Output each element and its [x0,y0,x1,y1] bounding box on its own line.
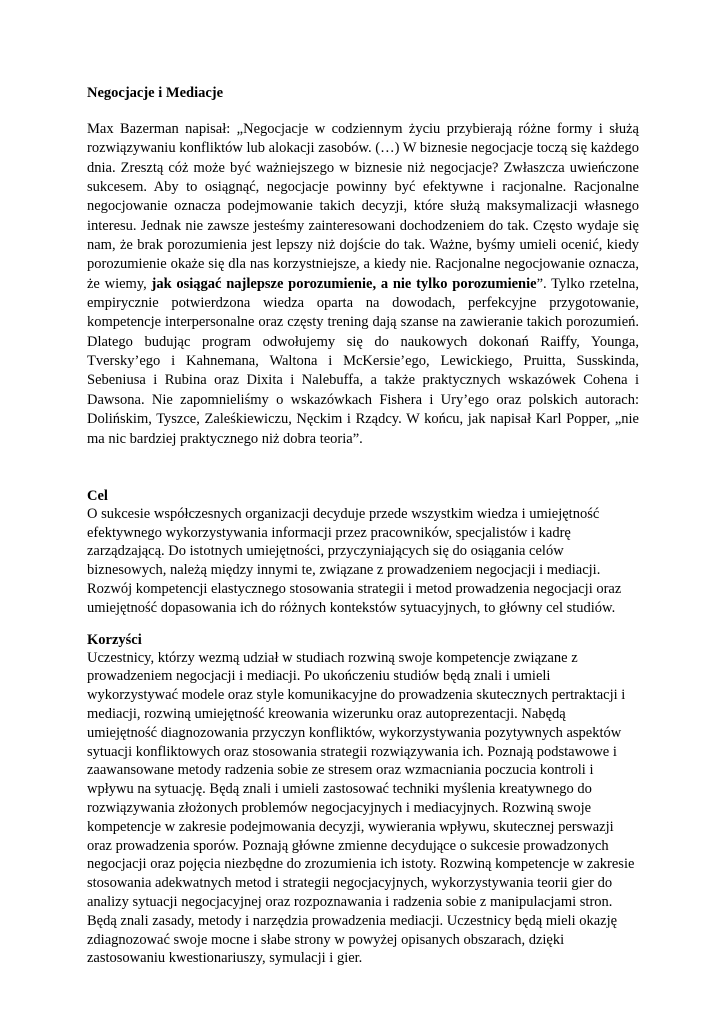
section-heading-benefits: Korzyści [87,631,142,648]
section-goal [87,487,639,618]
spacer [87,618,639,631]
section-body-goal: O sukcesie współczesnych organizacji decyduje przede wszystkim wiedza i umiejętność efektywnego wykorzystywania informacji przez pracowników, specjalistów i kadrę zarządzającą. Do istotnych umiejętności, przyczyniających się do osiągania celów biznesowych, należą między innymi te, związane z prowadzeniem negocjacji i mediacji. Rozwój kompetencji elastycznego stosowania strategii i metod prowadzenia negocjacji oraz umiejętność dopasowania ich do różnych kontekstów sytuacyjnych, to główny cel studiów. [87,505,622,616]
intro-bold-phrase: jak osiągać najlepsze porozumienie, a nie tylko porozumienie [151,275,537,292]
intro-text-start: Max Bazerman napisał: „Negocjacje w codziennym życiu przybierają różne formy i służą rozwiązywaniu konfliktów lub alokacji zasobów. (…) W biznesie negocjacje toczą się każdego dnia. Zresztą cóż może być ważniejszego w biznesie niż negocjacje? Zwłaszcza uwieńczone sukcesem. Aby to osiągnąć, negocjacje powinny być efektywne i racjonalne. Racjonalne negocjowanie oznacza podejmowanie takich decyzji, które służą maksymalizacji własnego interesu. Jednak nie zawsze jesteśmy zainteresowani dochodzeniem do tak. Często wydaje się nam, że brak porozumienia jest lepszy niż dojście do tak. Ważne, byśmy umieli ocenić, kiedy porozumienie okaże się dla nas korzystniejsze, a kiedy nie. Racjonalne negocjowanie oznacza, że wiemy, [87,121,639,292]
section-benefits [87,631,639,969]
spacer [87,449,639,487]
document-title: Negocjacje i Mediacje [87,85,224,101]
intro-paragraph [87,120,639,449]
section-body-benefits: Uczestnicy, którzy wezmą udział w studiach rozwiną swoje kompetencje związane z prowadzeniem negocjacji i mediacji. Po ukończeniu studiów będą znali i umieli wykorzystywać modele oraz style komunikacyjne do prowadzenia skutecznych pertraktacji i mediacji, rozwiną umiejętność kreowania wizerunku oraz autoprezentacji. Nabędą umiejętność diagnozowania przyczyn konfliktów, wykorzystywania pozytywnych aspektów sytuacji konfliktowych oraz stosowania strategii rozwiązywania ich. Poznają podstawowe i zaawansowane metody radzenia sobie ze stresem oraz wzmacniania poczucia kontroli i wpływu na sytuację. Będą znali i umieli zastosować techniki myślenia kreatywnego do rozwiązywania złożonych problemów negocjacyjnych i mediacyjnych. Rozwiną swoje kompetencje w zakresie podejmowania decyzji, wywierania wpływu, skutecznej perswazji oraz prowadzenia sporów. Poznają główne zmienne decydujące o sukcesie prowadzonych negocjacji oraz pojęcia niezbędne do zrozumienia ich istoty. Rozwiną kompetencje w zakresie stosowania adekwatnych metod i strategii negocjacyjnych, wykorzystywania teorii gier do analizy sytuacji negocjacyjnej oraz rozpoznawania i radzenia sobie z manipulacjami stron. Będą znali zasady, metody i narzędzia prowadzenia mediacji. Uczestnicy będą mieli okazję zdiagnozować swoje mocne i słabe strony w powyżej opisanych obszarach, dzięki zastosowaniu kwestionariuszy, symulacji i gier. [87,649,635,967]
document-page [87,84,639,968]
intro-text-end: ”. Tylko rzetelna, empirycznie potwierdzona wiedza oparta na dowodach, perfekcyjne przygotowanie, kompetencje interpersonalne oraz częsty trening dają szanse na zawieranie takich porozumień. Dlatego budując program odwołujemy się do naukowych dokonań Raiffy, Younga, Tversky’ego i Kahnemana, Waltona i McKersie’ego, Lewickiego, Pruitta, Susskinda, Sebeniusa i Rubina oraz Dixita i Nalebuffa, a także praktycznych wskazówek Cohena i Dawsona. Nie zapomnieliśmy o wskazówkach Fishera i Ury’ego oraz polskich autorach: Dolińskim, Tyszce, Zaleśkiewiczu, Nęckim i Rządcy. W końcu, jak napisał Karl Popper, „nie ma nic bardziej praktycznego niż dobra teoria”. [87,275,639,447]
section-heading-goal: Cel [87,487,108,504]
